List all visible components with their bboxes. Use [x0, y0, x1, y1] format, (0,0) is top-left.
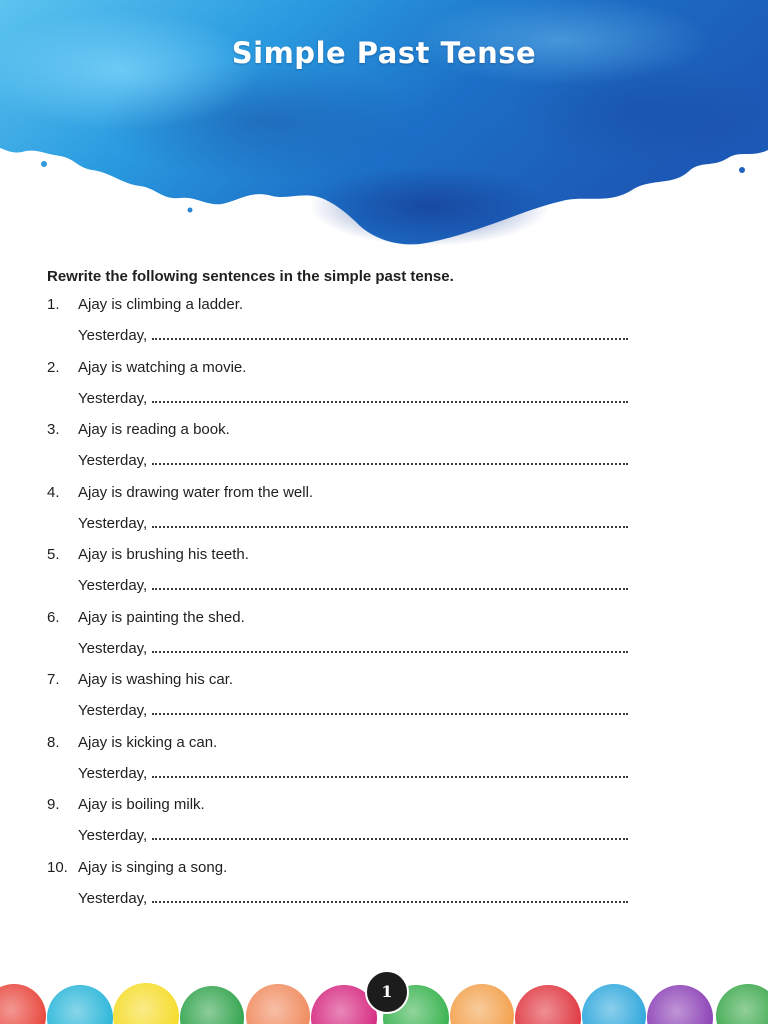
answer-prefix: Yesterday,: [78, 389, 148, 407]
page-title: Simple Past Tense: [231, 36, 537, 70]
question-item: [47, 603, 647, 666]
question-text: Ajay is drawing water from the well.: [78, 483, 314, 501]
question-number: 7.: [47, 671, 60, 688]
question-number: 1.: [47, 296, 60, 313]
answer-prefix: Yesterday,: [78, 639, 148, 657]
page-number-badge: 1: [365, 970, 409, 1014]
question-list: [47, 290, 647, 915]
question-item: [47, 728, 647, 791]
answer-blank[interactable]: [152, 701, 628, 715]
question-text: Ajay is climbing a ladder.: [78, 296, 244, 313]
question-number: 6.: [47, 608, 60, 626]
question-text: Ajay is kicking a can.: [78, 733, 218, 751]
question-number: 8.: [47, 733, 60, 751]
question-number: 2.: [47, 358, 60, 376]
answer-prefix: Yesterday,: [78, 764, 148, 782]
question-text: Ajay is reading a book.: [78, 421, 230, 438]
answer-prefix: Yesterday,: [78, 827, 148, 844]
answer-prefix: Yesterday,: [78, 327, 148, 344]
question-item: [47, 478, 647, 541]
question-item: [47, 353, 647, 416]
answer-blank[interactable]: [152, 514, 628, 528]
answer-blank[interactable]: [152, 389, 628, 403]
answer-blank[interactable]: [152, 764, 628, 778]
question-number: 4.: [47, 483, 60, 501]
answer-prefix: Yesterday,: [78, 889, 148, 907]
answer-prefix: Yesterday,: [78, 577, 148, 594]
answer-blank[interactable]: [152, 576, 628, 590]
answer-prefix: Yesterday,: [78, 702, 148, 719]
question-number: 3.: [47, 421, 60, 438]
question-number: 5.: [47, 546, 60, 563]
answer-blank[interactable]: [152, 639, 628, 653]
question-text: Ajay is brushing his teeth.: [78, 546, 249, 563]
worksheet: [47, 264, 647, 915]
question-text: Ajay is singing a song.: [78, 858, 228, 876]
answer-blank[interactable]: [152, 889, 628, 903]
question-item: [47, 540, 647, 603]
question-item: [47, 290, 647, 353]
question-item: [47, 853, 647, 916]
instruction-text: Rewrite the following sentences in the simple past tense.: [47, 268, 454, 285]
answer-blank[interactable]: [152, 326, 628, 340]
question-text: Ajay is watching a movie.: [78, 358, 247, 376]
answer-blank[interactable]: [152, 451, 628, 465]
answer-prefix: Yesterday,: [78, 514, 148, 532]
question-number: 10.: [47, 858, 68, 876]
answer-prefix: Yesterday,: [78, 452, 148, 469]
question-number: 9.: [47, 796, 60, 813]
question-text: Ajay is painting the shed.: [78, 608, 245, 626]
question-item: [47, 790, 647, 853]
question-text: Ajay is boiling milk.: [78, 796, 205, 813]
question-text: Ajay is washing his car.: [78, 671, 234, 688]
answer-blank[interactable]: [152, 826, 628, 840]
question-item: [47, 665, 647, 728]
question-item: [47, 415, 647, 478]
